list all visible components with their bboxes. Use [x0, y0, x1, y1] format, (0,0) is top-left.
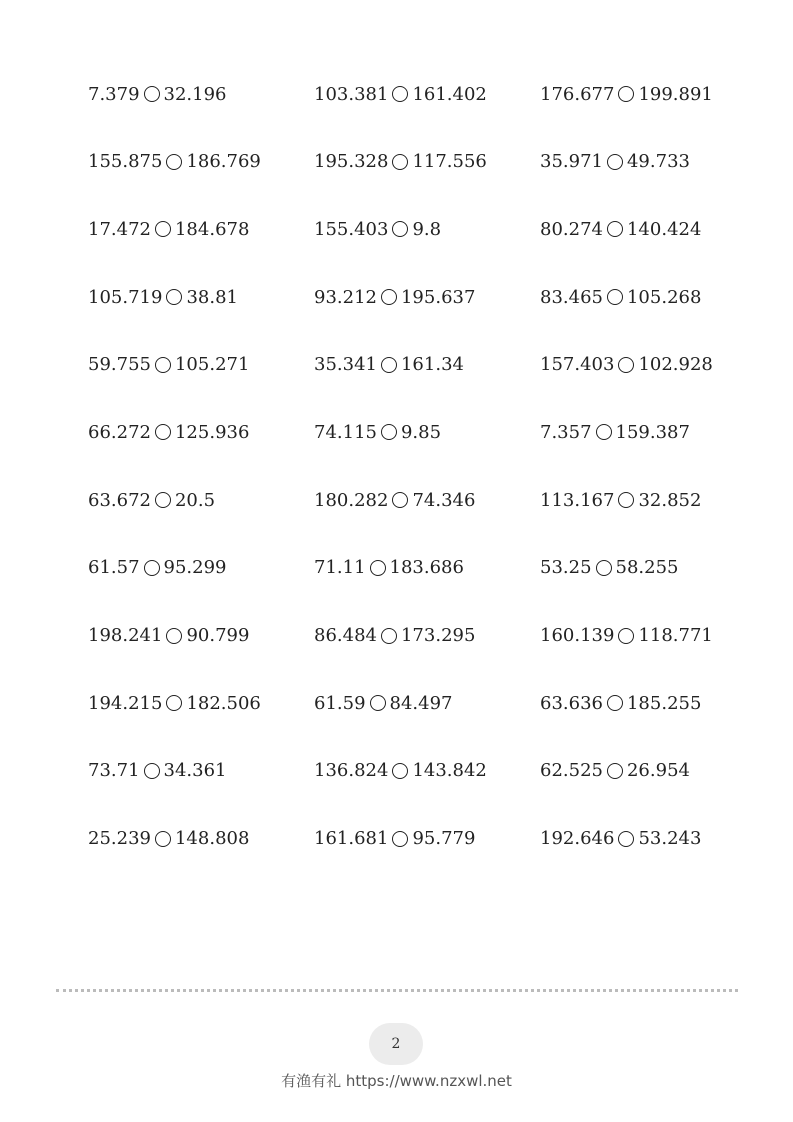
- answer-circle[interactable]: [155, 424, 171, 440]
- right-number: 186.769: [186, 151, 261, 173]
- comparison-problem: [540, 79, 766, 109]
- right-number: 140.424: [626, 218, 702, 240]
- right-number: 183.686: [389, 557, 464, 579]
- answer-circle[interactable]: [166, 695, 182, 711]
- left-number: 192.646: [540, 828, 615, 850]
- comparison-problem: [540, 417, 766, 447]
- comparison-problem: [314, 553, 540, 583]
- answer-circle[interactable]: [392, 86, 408, 102]
- comparison-problem: [88, 147, 314, 177]
- comparison-problem: [88, 756, 314, 786]
- right-number: 105.271: [174, 354, 250, 376]
- left-number: 136.824: [314, 760, 389, 782]
- problem-row: [88, 214, 768, 282]
- comparison-problem: [540, 553, 766, 583]
- right-number: 105.268: [626, 286, 702, 308]
- answer-circle[interactable]: [144, 560, 160, 576]
- answer-circle[interactable]: [607, 695, 623, 711]
- left-number: 63.636: [540, 692, 603, 714]
- comparison-problem: [540, 485, 766, 515]
- answer-circle[interactable]: [144, 763, 160, 779]
- left-number: 62.525: [540, 760, 603, 782]
- left-number: 93.212: [314, 286, 377, 308]
- right-number: 117.556: [412, 151, 487, 173]
- left-number: 83.465: [540, 286, 603, 308]
- left-number: 35.971: [540, 151, 603, 173]
- left-number: 7.357: [540, 421, 592, 443]
- footer-text: 有渔有礼 https://www.nzxwl.net: [281, 1072, 512, 1090]
- right-number: 49.733: [626, 151, 690, 173]
- left-number: 86.484: [314, 625, 377, 646]
- problem-row: [88, 350, 768, 418]
- comparison-problem: [540, 147, 766, 177]
- answer-circle[interactable]: [166, 154, 182, 170]
- left-number: 113.167: [540, 489, 615, 511]
- answer-circle[interactable]: [166, 289, 182, 305]
- right-number: 184.678: [174, 218, 250, 240]
- answer-circle[interactable]: [381, 289, 397, 305]
- comparison-problem: [314, 621, 540, 651]
- answer-circle[interactable]: [392, 492, 408, 508]
- left-number: 155.875: [88, 151, 163, 173]
- right-number: 95.779: [412, 828, 476, 850]
- comparison-problem: [88, 688, 314, 718]
- answer-circle[interactable]: [607, 154, 623, 170]
- comparison-problem: [88, 282, 314, 312]
- right-number: 58.255: [615, 557, 679, 579]
- problem-row: [88, 147, 768, 215]
- comparison-problem: [314, 79, 540, 109]
- comparison-problem: [314, 688, 540, 718]
- comparison-problem: [540, 282, 766, 312]
- left-number: 198.241: [88, 625, 163, 646]
- page-number-badge: 2: [369, 1023, 423, 1065]
- problem-row: [88, 553, 768, 621]
- right-number: 199.891: [638, 83, 713, 105]
- left-number: 157.403: [540, 354, 615, 376]
- comparison-problem: [314, 282, 540, 312]
- answer-circle[interactable]: [155, 831, 171, 847]
- problem-grid: [88, 79, 768, 891]
- left-number: 194.215: [88, 692, 163, 714]
- problem-row: [88, 756, 768, 824]
- right-number: 195.637: [400, 286, 476, 308]
- right-number: 95.299: [163, 557, 227, 579]
- answer-circle[interactable]: [392, 763, 408, 779]
- right-number: 34.361: [163, 760, 227, 782]
- left-number: 63.672: [88, 489, 151, 511]
- comparison-problem: [540, 756, 766, 786]
- left-number: 74.115: [314, 421, 377, 443]
- comparison-problem: [88, 417, 314, 447]
- right-number: 125.936: [174, 421, 250, 443]
- answer-circle[interactable]: [607, 221, 623, 237]
- comparison-problem: [540, 214, 766, 244]
- left-number: 80.274: [540, 218, 603, 240]
- right-number: 161.402: [412, 83, 487, 105]
- comparison-problem: [314, 485, 540, 515]
- right-number: 118.771: [638, 625, 713, 646]
- right-number: 148.808: [174, 828, 250, 850]
- comparison-problem: [314, 350, 540, 380]
- right-number: 32.196: [163, 83, 227, 105]
- problem-row: [88, 824, 768, 892]
- comparison-problem: [88, 350, 314, 380]
- answer-circle[interactable]: [381, 628, 397, 644]
- comparison-problem: [314, 147, 540, 177]
- right-number: 173.295: [400, 625, 476, 646]
- comparison-problem: [540, 688, 766, 718]
- right-number: 159.387: [615, 421, 690, 443]
- left-number: 195.328: [314, 151, 389, 173]
- right-number: 9.8: [412, 218, 442, 240]
- left-number: 105.719: [88, 286, 163, 308]
- right-number: 90.799: [186, 625, 250, 646]
- answer-circle[interactable]: [392, 831, 408, 847]
- right-number: 9.85: [400, 421, 442, 443]
- left-number: 160.139: [540, 625, 615, 646]
- comparison-problem: [314, 824, 540, 854]
- comparison-problem: [88, 824, 314, 854]
- problem-row: [88, 79, 768, 147]
- left-number: 176.677: [540, 83, 615, 105]
- answer-circle[interactable]: [155, 357, 171, 373]
- left-number: 25.239: [88, 828, 151, 850]
- right-number: 185.255: [626, 692, 702, 714]
- answer-circle[interactable]: [381, 424, 397, 440]
- answer-circle[interactable]: [166, 628, 182, 644]
- problem-row: [88, 282, 768, 350]
- answer-circle[interactable]: [618, 831, 634, 847]
- comparison-problem: [314, 214, 540, 244]
- left-number: 7.379: [88, 83, 140, 105]
- right-number: 32.852: [638, 489, 702, 511]
- comparison-problem: [540, 350, 766, 380]
- comparison-problem: [88, 214, 314, 244]
- left-number: 66.272: [88, 421, 151, 443]
- answer-circle[interactable]: [155, 492, 171, 508]
- comparison-problem: [88, 553, 314, 583]
- answer-circle[interactable]: [392, 221, 408, 237]
- right-number: 182.506: [186, 692, 261, 714]
- answer-circle[interactable]: [618, 357, 634, 373]
- answer-circle[interactable]: [607, 763, 623, 779]
- left-number: 61.57: [88, 557, 140, 579]
- right-number: 38.81: [186, 286, 238, 308]
- right-number: 74.346: [412, 489, 476, 511]
- left-number: 180.282: [314, 489, 389, 511]
- problem-row: [88, 621, 768, 689]
- comparison-problem: [314, 417, 540, 447]
- answer-circle[interactable]: [618, 628, 634, 644]
- comparison-problem: [88, 79, 314, 109]
- left-number: 103.381: [314, 83, 389, 105]
- right-number: 53.243: [638, 828, 702, 850]
- left-number: 71.11: [314, 557, 366, 579]
- right-number: 161.34: [400, 354, 464, 376]
- right-number: 26.954: [626, 760, 690, 782]
- comparison-problem: [540, 824, 766, 854]
- answer-circle[interactable]: [596, 560, 612, 576]
- answer-circle[interactable]: [381, 357, 397, 373]
- problem-row: [88, 485, 768, 553]
- problem-row: [88, 417, 768, 485]
- answer-circle[interactable]: [596, 424, 612, 440]
- answer-circle[interactable]: [370, 695, 386, 711]
- left-number: 59.755: [88, 354, 151, 376]
- answer-circle[interactable]: [607, 289, 623, 305]
- left-number: 161.681: [314, 828, 389, 850]
- left-number: 73.71: [88, 760, 140, 782]
- comparison-problem: [540, 621, 766, 651]
- answer-circle[interactable]: [618, 86, 634, 102]
- right-number: 143.842: [412, 760, 487, 782]
- answer-circle[interactable]: [392, 154, 408, 170]
- right-number: 84.497: [389, 692, 453, 714]
- left-number: 155.403: [314, 218, 389, 240]
- left-number: 35.341: [314, 354, 377, 376]
- left-number: 53.25: [540, 557, 592, 579]
- comparison-problem: [88, 485, 314, 515]
- problem-row: [88, 688, 768, 756]
- answer-circle[interactable]: [370, 560, 386, 576]
- comparison-problem: [314, 756, 540, 786]
- right-number: 20.5: [174, 489, 216, 511]
- left-number: 17.472: [88, 218, 151, 240]
- answer-circle[interactable]: [618, 492, 634, 508]
- dotted-divider: [56, 989, 738, 992]
- left-number: 61.59: [314, 692, 366, 714]
- comparison-problem: [88, 621, 314, 651]
- answer-circle[interactable]: [155, 221, 171, 237]
- right-number: 102.928: [638, 354, 713, 376]
- answer-circle[interactable]: [144, 86, 160, 102]
